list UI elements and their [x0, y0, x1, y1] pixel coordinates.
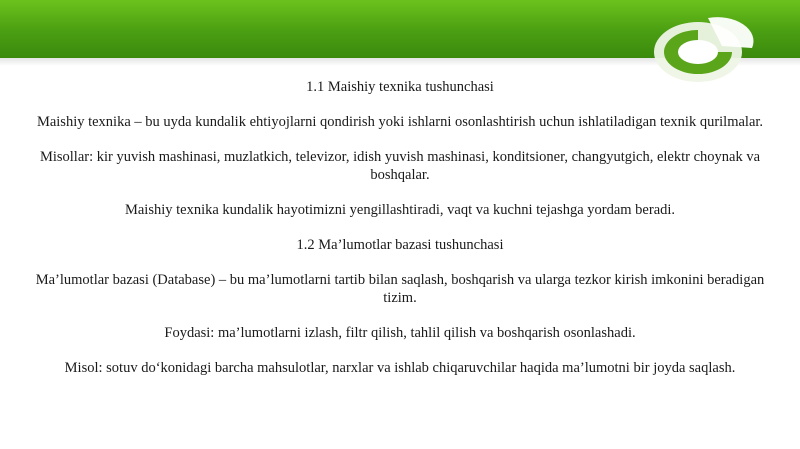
- pie-chart-logo-icon: [652, 8, 764, 84]
- section-heading-database: 1.2 Ma’lumotlar bazasi tushunchasi: [296, 237, 504, 253]
- slide-body: [18, 78, 782, 394]
- database-definition: Ma’lumotlar bazasi (Database) – bu ma’lumotlarni tartib bilan saqlash, boshqarish va ularga tezkor kirish imkonini beradigan tizim.: [35, 272, 765, 306]
- database-example: Misol: sotuv do‘konidagi barcha mahsulotlar, narxlar va ishlab chiqaruvchilar haqida ma’lumotni bir joyda saqlash.: [64, 360, 736, 376]
- database-benefit: Foydasi: ma’lumotlarni izlash, filtr qilish, tahlil qilish va boshqarish osonlashadi.: [164, 325, 636, 341]
- appliances-examples: Misollar: kir yuvish mashinasi, muzlatkich, televizor, idish yuvish mashinasi, konditsioner, changyutgich, elektr choynak va boshqalar.: [39, 149, 761, 183]
- section-heading-appliances: 1.1 Maishiy texnika tushunchasi: [306, 79, 494, 95]
- appliances-benefit: Maishiy texnika kundalik hayotimizni yengillashtiradi, vaqt va kuchni tejashga yordam beradi.: [124, 202, 676, 218]
- appliances-definition: Maishiy texnika – bu uyda kundalik ehtiyojlarni qondirish yoki ishlarni osonlashtirish uchun ishlatiladigan texnik qurilmalar.: [36, 114, 764, 130]
